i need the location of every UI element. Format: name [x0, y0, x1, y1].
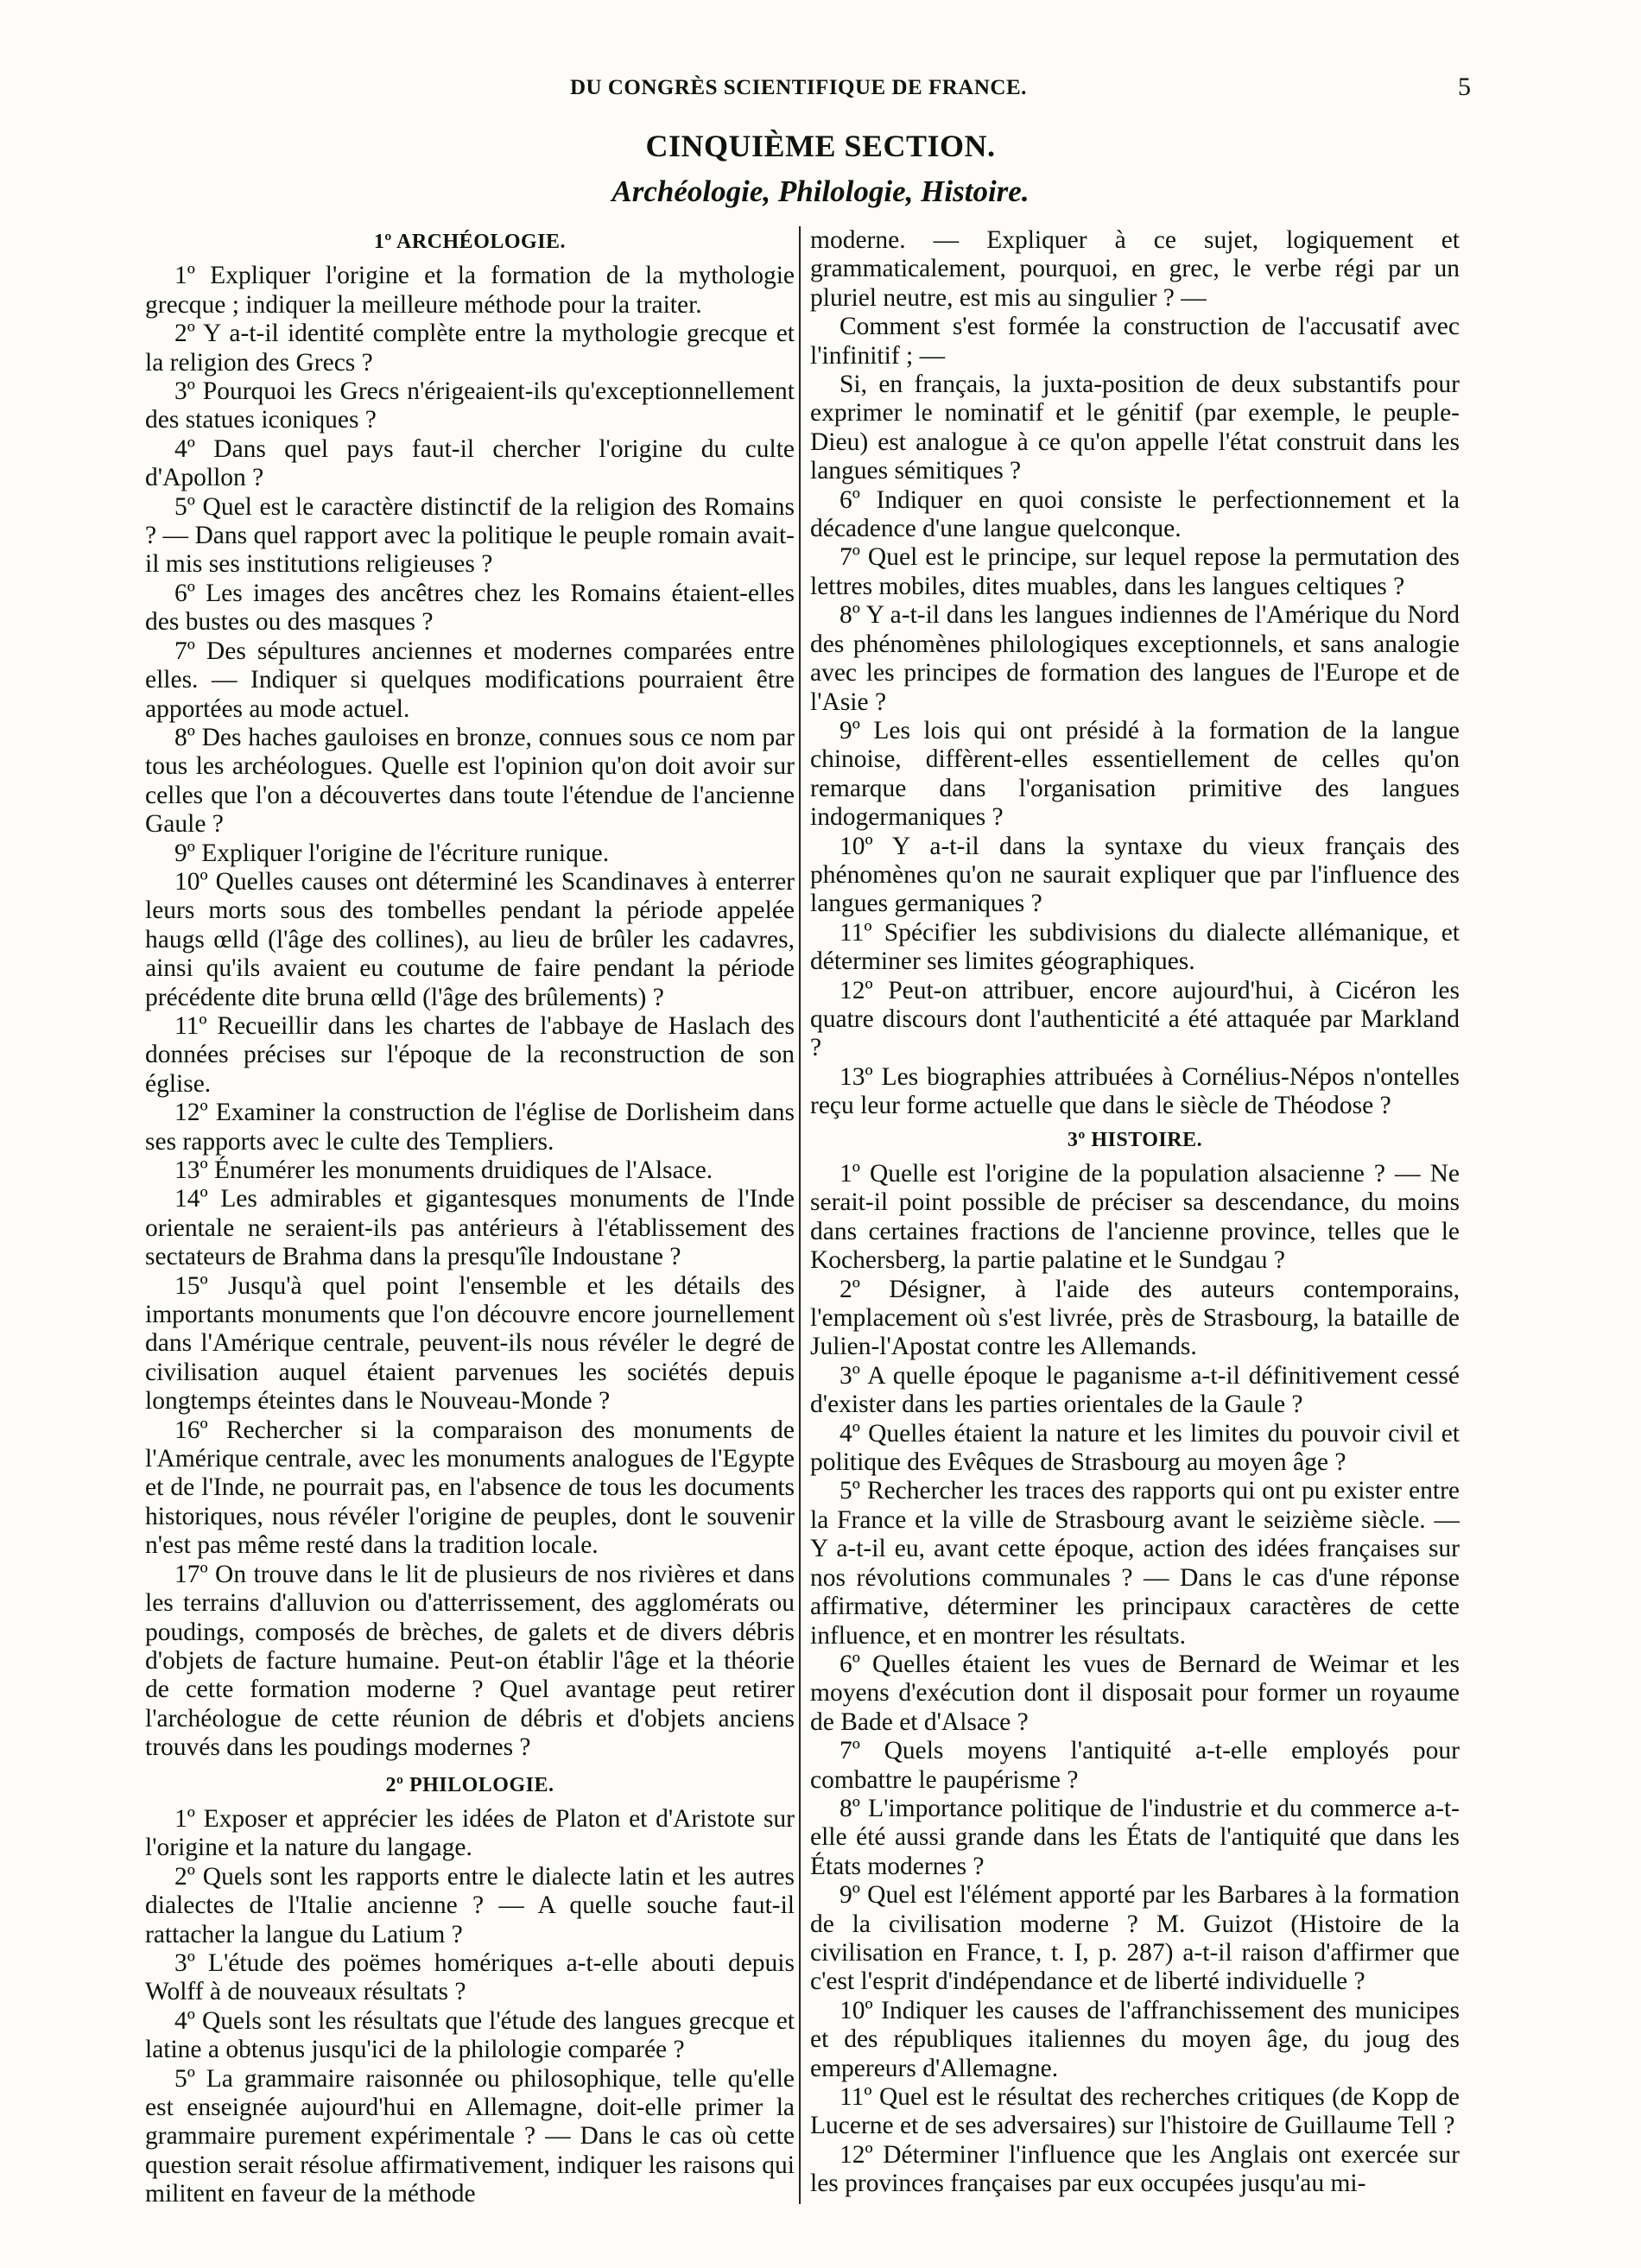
question-paragraph: 12º Peut-on attribuer, encore aujourd'hui, à Cicéron les quatre discours dont l'authenticité a été attaquée par Markland ?	[810, 976, 1460, 1062]
question-paragraph: 6º Quelles étaient les vues de Bernard de Weimar et les moyens d'exécution dont il disposait pour former un royaume de Bade et d'Alsace ?	[810, 1650, 1460, 1736]
section-subtitle: Archéologie, Philologie, Histoire.	[611, 174, 1030, 208]
question-paragraph: 7º Des sépultures anciennes et modernes comparées entre elles. — Indiquer si quelques modifications pourraient être apportées au mode actuel.	[145, 637, 795, 723]
question-paragraph: 3º L'étude des poëmes homériques a-t-elle abouti depuis Wolff à de nouveaux résultats ?	[145, 1948, 795, 2006]
question-paragraph: 11º Quel est le résultat des recherches critiques (de Kopp de Lucerne et de ses adversaires) sur l'histoire de Guillaume Tell ?	[810, 2083, 1460, 2140]
page-number: 5	[1458, 73, 1471, 101]
philologie-heading: 2º PHILOLOGIE.	[385, 1773, 554, 1796]
question-paragraph: 5º La grammaire raisonnée ou philosophique, telle qu'elle est enseignée aujourd'hui en Allemagne, doit-elle primer la grammaire purement expérimentale ? — Dans le cas où cette question serait résolue affirmativement, indiquer les raisons qui militent en faveur de la méthode	[145, 2064, 795, 2208]
question-paragraph: 1º Exposer et apprécier les idées de Platon et d'Aristote sur l'origine et la nature du langage.	[145, 1804, 795, 1862]
question-paragraph: 3º Pourquoi les Grecs n'érigeaient-ils qu'exceptionnellement des statues iconiques ?	[145, 377, 795, 434]
archeologie-list	[145, 262, 795, 1762]
question-paragraph: 11º Recueillir dans les chartes de l'abbaye de Haslach des données précises sur l'époque de la reconstruction de son église.	[145, 1011, 795, 1098]
question-paragraph: 8º Y a-t-il dans les langues indiennes de l'Amérique du Nord des phénomènes philologiques exceptionnels, et sans analogie avec les principes de formation des langues de l'Europe et de l'Asie ?	[810, 601, 1460, 716]
philologie-list	[145, 1805, 795, 2209]
question-paragraph: 1º Expliquer l'origine et la formation de la mythologie grecque ; indiquer la meilleure méthode pour la traiter.	[145, 262, 795, 319]
archeologie-heading: 1º ARCHÉOLOGIE.	[373, 231, 567, 253]
question-paragraph: 12º Déterminer l'influence que les Anglais ont exercée sur les provinces françaises par eux occupées jusqu'au mi-	[810, 2140, 1460, 2198]
question-paragraph: 13º Énumérer les monuments druidiques de l'Alsace.	[174, 1156, 713, 1184]
right-column	[810, 226, 1460, 2247]
question-paragraph: 8º Des haches gauloises en bronze, connues sous ce nom par tous les archéologues. Quelle est l'opinion qu'on doit avoir sur celles que l'on a découvertes dans toute l'étendue de l'ancienne Gaule ?	[145, 723, 795, 839]
question-paragraph: 2º Y a-t-il identité complète entre la mythologie grecque et la religion des Grecs ?	[145, 320, 795, 377]
left-column	[145, 226, 795, 2247]
question-paragraph: 10º Indiquer les causes de l'affranchissement des municipes et des républiques italiennes du moyen âge, du joug des empereurs d'Allemagne.	[810, 1996, 1460, 2082]
question-paragraph: 7º Quels moyens l'antiquité a-t-elle employés pour combattre le paupérisme ?	[810, 1737, 1460, 1794]
question-paragraph: 13º Les biographies attribuées à Cornélius-Népos n'ontelles reçu leur forme actuelle que dans le siècle de Théodose ?	[810, 1062, 1460, 1120]
section-title: CINQUIÈME SECTION.	[645, 129, 996, 163]
philologie-continued-list	[810, 226, 1460, 1121]
question-paragraph: 17º On trouve dans le lit de plusieurs de nos rivières et dans les terrains d'alluvion ou d'atterrissement, des agglomérats ou poudings, composés de brèches, de galets et de divers débris d'objets de facture humaine. Peut-on établir l'âge et la théorie de cette formation moderne ? Quel avantage peut retirer l'archéologue de cette réunion de débris et d'objets anciens trouvés dans les poudings modernes ?	[145, 1560, 795, 1762]
question-paragraph: moderne. — Expliquer à ce sujet, logiquement et grammaticalement, pourquoi, en grec, le verbe régi par un pluriel neutre, est mis au singulier ? —	[810, 226, 1460, 312]
page-header	[0, 73, 1641, 111]
question-paragraph: 10º Quelles causes ont déterminé les Scandinaves à enterrer leurs morts sous des tombelles pendant la période appelée haugs œlld (l'âge des collines), au lieu de brûler les cadavres, ainsi qu'ils avaient eu coutume de faire pendant la période précédente dite bruna œlld (l'âge des brûlements) ?	[145, 867, 795, 1011]
question-paragraph: 7º Quel est le principe, sur lequel repose la permutation des lettres mobiles, dites muables, dans les langues celtiques ?	[810, 543, 1460, 600]
question-paragraph: 16º Rechercher si la comparaison des monuments de l'Amérique centrale, avec les monuments analogues de l'Egypte et de l'Inde, ne pourrait pas, en l'absence de tous les documents historiques, nous révéler l'origine de peuples, dont le souvenir n'est pas même resté dans la tradition locale.	[145, 1416, 795, 1560]
question-paragraph: 2º Désigner, à l'aide des auteurs contemporains, l'emplacement où s'est livrée, près de Strasbourg, la bataille de Julien-l'Apostat contre les Allemands.	[810, 1275, 1460, 1361]
question-paragraph: 10º Y a-t-il dans la syntaxe du vieux français des phénomènes qu'on ne saurait expliquer que par l'influence des langues germaniques ?	[810, 832, 1460, 918]
question-paragraph: 12º Examiner la construction de l'église de Dorlisheim dans ses rapports avec le culte des Templiers.	[145, 1099, 795, 1156]
question-paragraph: 4º Dans quel pays faut-il chercher l'origine du culte d'Apollon ?	[145, 434, 795, 492]
question-paragraph: 8º L'importance politique de l'industrie et du commerce a-t-elle été aussi grande dans les États de l'antiquité que dans les États modernes ?	[810, 1794, 1460, 1880]
question-paragraph: 6º Indiquer en quoi consiste le perfectionnement et la décadence d'une langue quelconque.	[810, 485, 1460, 543]
question-paragraph: Si, en français, la juxta-position de deux substantifs pour exprimer le nominatif et le génitif (par exemple, le peuple-Dieu) est analogue à ce qu'on appelle l'état construit dans les langues sémitiques ?	[810, 371, 1460, 485]
question-paragraph: 11º Spécifier les subdivisions du dialecte allémanique, et déterminer ses limites géographiques.	[810, 918, 1460, 976]
question-paragraph: 14º Les admirables et gigantesques monuments de l'Inde orientale ne seraient-ils pas antérieurs à l'établissement des sectateurs de Brahma dans la presqu'île Indoustane ?	[145, 1185, 795, 1271]
question-paragraph: 6º Les images des ancêtres chez les Romains étaient-elles des bustes ou des masques ?	[145, 579, 795, 637]
question-paragraph: 4º Quelles étaient la nature et les limites du pouvoir civil et politique des Evêques de Strasbourg au moyen âge ?	[810, 1419, 1460, 1477]
question-paragraph: 9º Expliquer l'origine de l'écriture runique.	[174, 839, 610, 867]
question-paragraph: 4º Quels sont les résultats que l'étude des langues grecque et latine a obtenus jusqu'ici de la philologie comparée ?	[145, 2006, 795, 2064]
question-paragraph: 9º Les lois qui ont présidé à la formation de la langue chinoise, diffèrent-elles essentiellement de celles qu'on remarque dans l'organisation primitive des langues indogermaniques ?	[810, 716, 1460, 832]
question-paragraph: 9º Quel est l'élément apporté par les Barbares à la formation de la civilisation moderne ? M. Guizot (Histoire de la civilisation en France, t. I, p. 287) a-t-il raison d'affirmer que c'est l'esprit d'indépendance et de liberté individuelle ?	[810, 1881, 1460, 1996]
question-paragraph: 3º A quelle époque le paganisme a-t-il définitivement cessé d'exister dans les parties orientales de la Gaule ?	[810, 1361, 1460, 1419]
question-paragraph: 2º Quels sont les rapports entre le dialecte latin et les autres dialectes de l'Italie ancienne ? — A quelle souche faut-il rattacher la langue du Latium ?	[145, 1862, 795, 1948]
column-divider	[799, 226, 801, 2204]
question-paragraph: 5º Rechercher les traces des rapports qui ont pu exister entre la France et la ville de Strasbourg avant le seizième siècle. — Y a-t-il eu, avant cette époque, action des idées françaises sur nos révolutions communales ? — Dans le cas d'une réponse affirmative, déterminer les principaux caractères de cette influence, et en montrer les résultats.	[810, 1477, 1460, 1650]
question-paragraph: 5º Quel est le caractère distinctif de la religion des Romains ? — Dans quel rapport avec la politique le peuple romain avait-il mis ses institutions religieuses ?	[145, 492, 795, 579]
running-title: DU CONGRÈS SCIENTIFIQUE DE FRANCE.	[570, 76, 1027, 99]
histoire-list	[810, 1160, 1460, 2199]
histoire-heading: 3º HISTOIRE.	[1067, 1128, 1203, 1151]
question-paragraph: 1º Quelle est l'origine de la population alsacienne ? — Ne serait-il point possible de préciser sa descendance, du moins dans certaines fractions de l'ancienne province, telles que le Kochersberg, la partie palatine et le Sundgau ?	[810, 1160, 1460, 1275]
question-paragraph: Comment s'est formée la construction de l'accusatif avec l'infinitif ; —	[810, 313, 1460, 370]
question-paragraph: 15º Jusqu'à quel point l'ensemble et les détails des importants monuments que l'on découvre encore journellement dans l'Amérique centrale, peuvent-ils nous révéler le degré de civilisation auquel étaient parvenues les sociétés depuis longtemps éteintes dans le Nouveau-Monde ?	[145, 1271, 795, 1416]
